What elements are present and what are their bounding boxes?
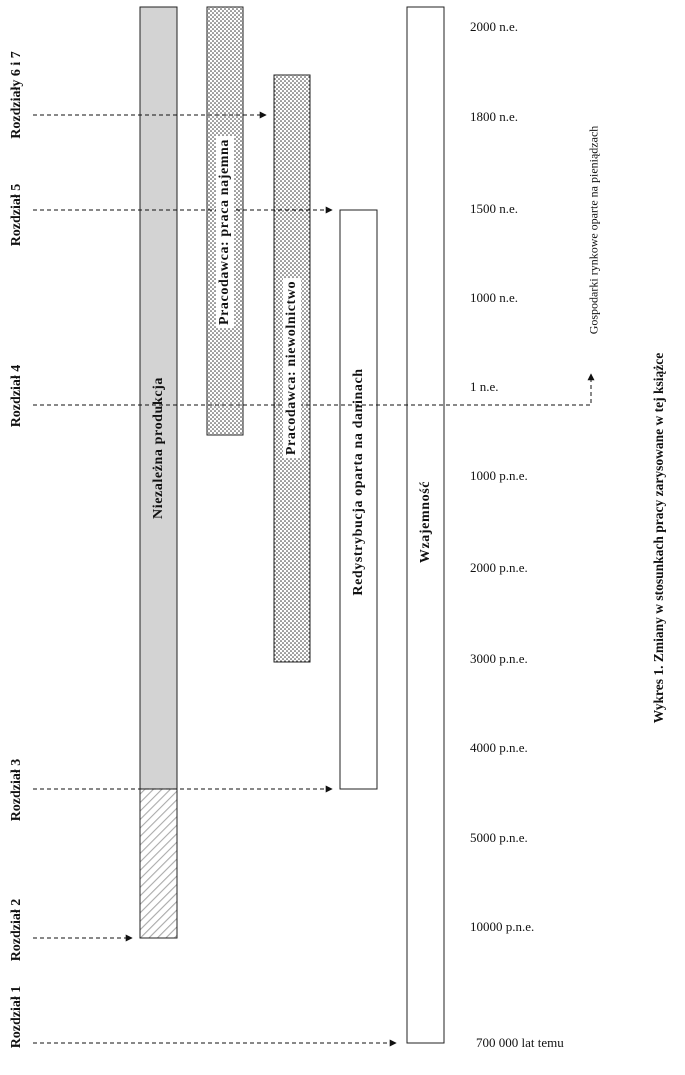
timeline-tick: 1800 n.e. xyxy=(470,109,519,124)
bar-independent-production-hatched xyxy=(140,789,177,938)
timeline-tick: 10000 p.n.e. xyxy=(470,919,535,934)
timeline-tick: 1000 n.e. xyxy=(470,290,519,305)
timeline-tick: 5000 p.n.e. xyxy=(470,830,528,845)
chapter-label-6-7: Rozdziały 6 i 7 xyxy=(9,51,24,139)
bar-label-slavery: Pracodawca: niewolnictwo xyxy=(283,278,301,458)
market-economy-note: Gospodarki rynkowe oparte na pieniądzach xyxy=(586,125,601,335)
timeline-tick: 1000 p.n.e. xyxy=(470,468,528,483)
bar-label-independent-production: Niezależna produkcja xyxy=(151,376,166,520)
bar-label-tribute-redistribution: Redystrybucja oparta na daninach xyxy=(351,368,366,596)
chapter-label-1: Rozdział 1 xyxy=(9,985,24,1049)
timeline-tick: 4000 p.n.e. xyxy=(470,740,528,755)
figure-caption: Wykres 1. Zmiany w stosunkach pracy zarysowane w tej książce xyxy=(651,352,666,724)
timeline-tick: 3000 p.n.e. xyxy=(470,651,528,666)
timeline-tick: 700 000 lat temu xyxy=(476,1035,564,1050)
timeline-tick: 2000 p.n.e. xyxy=(470,560,528,575)
timeline-tick: 2000 n.e. xyxy=(470,19,519,34)
chapter-label-4: Rozdział 4 xyxy=(9,364,24,428)
chapter-label-3: Rozdział 3 xyxy=(9,758,24,822)
bar-label-wage-labour: Pracodawca: praca najemna xyxy=(216,136,234,328)
chapter-label-2: Rozdział 2 xyxy=(9,898,24,962)
bar-label-reciprocity: Wzajemność xyxy=(418,480,433,564)
chapter-label-5: Rozdział 5 xyxy=(9,183,24,247)
timeline-tick: 1 n.e. xyxy=(470,379,499,394)
arrow-chapter-4 xyxy=(33,374,591,405)
timeline-tick: 1500 n.e. xyxy=(470,201,519,216)
